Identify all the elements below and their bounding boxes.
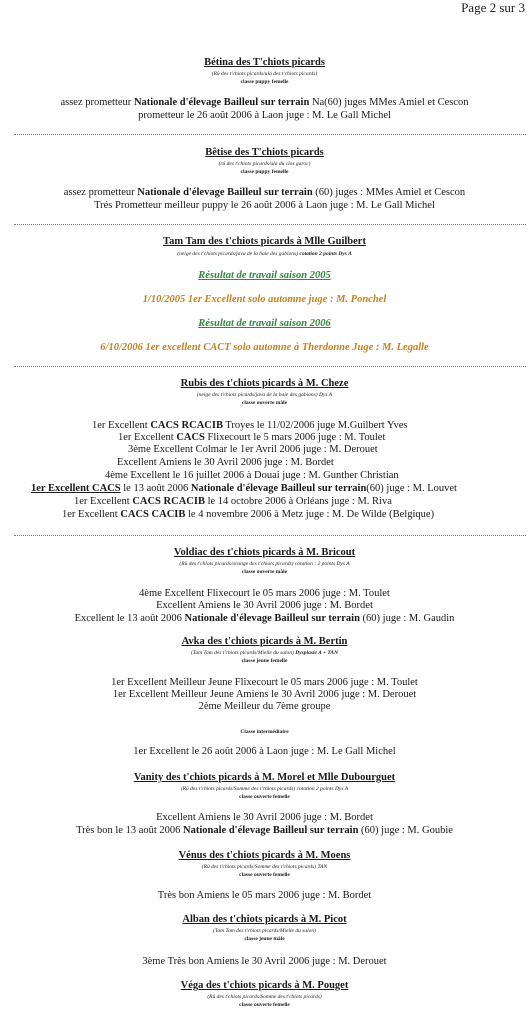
work-results-heading-2006: Résultat de travail saison 2006 [198,318,331,329]
entry-parents-vega: (Rû des t'chiots picards/Somme des t'chiots picards) [207,994,322,1000]
entry-title-avka: Avka des t'chiots picards à M. Bertin [181,636,348,647]
result-line: 1er Excellent CACS RCACIB le 14 octobre 2006 à Orléans juge : M. Riva [74,496,392,507]
separator [14,366,526,367]
result-line: assez prometteur Nationale d'élevage Bailleul sur terrain (60) juges : MMes Amiel et Cescon [63,187,466,198]
result-line: Excellent Amiens le 30 Avril 2006 juge : M. Bordet [156,600,373,611]
result-line: 2ème Meilleur du 7ème groupe [198,701,331,712]
result-line: 3ème Excellent Colmar le 1er Avril 2006 juge : M. Derouet [128,444,378,455]
entry-parents-vanity: (Rû des t'chiots picards/Somme des t'chiots picards) cotation 2 points Dys A [180,786,349,792]
entry-class-avka-intermediate: Classe intermédiaire [240,729,289,735]
entry-class-avka: classe jeune femelle [241,658,288,664]
entry-parents-betise: (rû des t'chiots picards/ula du clos garoc) [218,161,311,167]
entry-title-venus: Vénus des t'chiots picards à M. Moens [178,850,351,861]
result-line: 1er Excellent CACS CACIB le 4 novembre 2006 à Metz juge : M. De Wilde (Belgique) [62,509,435,520]
result-line: Trés Prometteur meilleur puppy le 26 août 2006 à Laon juge : M. Le Gall Michel [94,200,435,211]
entry-title-vanity: Vanity des t'chiots picards à M. Morel et Mlle Dubourguet [133,772,396,783]
result-line: 1er Excellent Meilleur Jeune Flixecourt le 05 mars 2006 juge : M. Toulet [111,677,418,688]
entry-parents-tamtam: (neige des t'chiots picards/java de la baie des gabions) cotation 2 points Dys A [177,251,352,257]
result-line: Excellent le 13 août 2006 Nationale d'élevage Bailleul sur terrain (60) juge : M. Gaudin [74,613,455,624]
entry-class-alban: classe jeune mâle [244,936,285,942]
work-result-2005: 1/10/2005 1er Excellent solo automne juge : M. Ponchel [142,294,387,305]
entry-parents-alban: (Tam Tam des t'chiots picards/Mielle du salon) [213,928,316,934]
entry-class-voldiac: classe ouverte mâle [241,569,288,575]
entry-class-betina: classe puppy femelle [240,79,289,85]
entry-title-betise: Bêtise des T'chiots picards [205,147,324,158]
result-line: 1er Excellent CACS le 13 août 2006 Nationale d'élevage Bailleul sur terrain(60) juge : M. Louvet [31,483,457,494]
result-line: prometteur le 26 août 2006 à Laon juge : M. Le Gall Michel [138,110,391,121]
result-line: 1er Excellent le 26 août 2006 à Laon juge : M. Le Gall Michel [133,746,396,757]
result-line: assez prometteur Nationale d'élevage Bailleul sur terrain Na(60) juges MMes Amiel et Cescon [60,97,469,108]
result-line: 1er Excellent CACS Flixecourt le 5 mars 2006 juge : M. Toulet [118,432,386,443]
separator [14,224,526,225]
result-line: Excellent Amiens le 30 Avril 2006 juge : M. Bordet [117,457,334,468]
entry-parents-rubis: (neige des t'chiots picards/java de la baie des gabions) Dys A [196,392,333,398]
entry-parents-betina: (Rû des t'chiots picards/ula des t'chiots picards) [211,71,318,77]
entry-title-vega: Véga des t'chiots picards à M. Pouget [180,980,349,991]
entry-class-rubis: classe ouverte mâle [241,400,288,406]
entry-class-venus: classe ouverte femelle [239,872,290,878]
entry-class-betise: classe puppy femelle [240,169,289,175]
result-line: 1er Excellent CACS RCACIB Troyes le 11/02/2006 juge M.Guilbert Yves [92,420,408,431]
entry-title-voldiac: Voldiac des t'chiots picards à M. Bricout [173,547,356,558]
result-line: Très bon le 13 août 2006 Nationale d'élevage Bailleul sur terrain (60) juge : M. Goubie [76,825,453,836]
entry-title-tamtam: Tam Tam des t'chiots picards à Mlle Guilbert [163,236,366,247]
entry-title-rubis: Rubis des t'chiots picards à M. Cheze [180,378,349,389]
entry-class-vanity: classe ouverte femelle [239,794,290,800]
entry-parents-avka: (Tam Tam des t'chiots picards/Mielle du salon) Dysplasie A + TAN [190,650,339,656]
entry-parents-venus: (Rû des t'chiots picards/Somme des t'chiots picards) TAN [201,864,328,870]
entry-parents-voldiac: (Rû des t'chiots picards/orange des t'chiots picards) cotation : 2 points Dys A [179,561,350,567]
page-number: Page 2 sur 3 [461,0,525,15]
work-result-2006: 6/10/2006 1er excellent CACT solo automne à Therdonne Juge : M. Legalle [100,342,429,353]
result-line: 4ème Excellent Flixecourt le 05 mars 2006 juge : M. Toulet [139,588,390,599]
entry-title-betina: Bétina des T'chiots picards [204,57,325,68]
entry-title-alban: Alban des t'chiots picards à M. Picot [182,914,347,925]
separator [14,535,526,536]
entry-class-vega: classe ouverte femelle [239,1002,290,1008]
result-line: 4ème Excellent le 16 juillet 2006 à Douai juge : M. Gunther Christian [105,470,399,481]
result-line: 3ème Très bon Amiens le 30 Avril 2006 juge : M. Derouet [142,956,387,967]
separator [14,134,526,135]
result-line: Très bon Amiens le 05 mars 2006 juge : M. Bordet [157,890,372,901]
result-line: Excellent Amiens le 30 Avril 2006 juge : M. Bordet [156,812,373,823]
result-line: 1er Excellent Meilleur Jeune Amiens le 30 Avril 2006 juge : M. Derouet [112,689,417,700]
work-results-heading-2005: Résultat de travail saison 2005 [198,270,331,281]
